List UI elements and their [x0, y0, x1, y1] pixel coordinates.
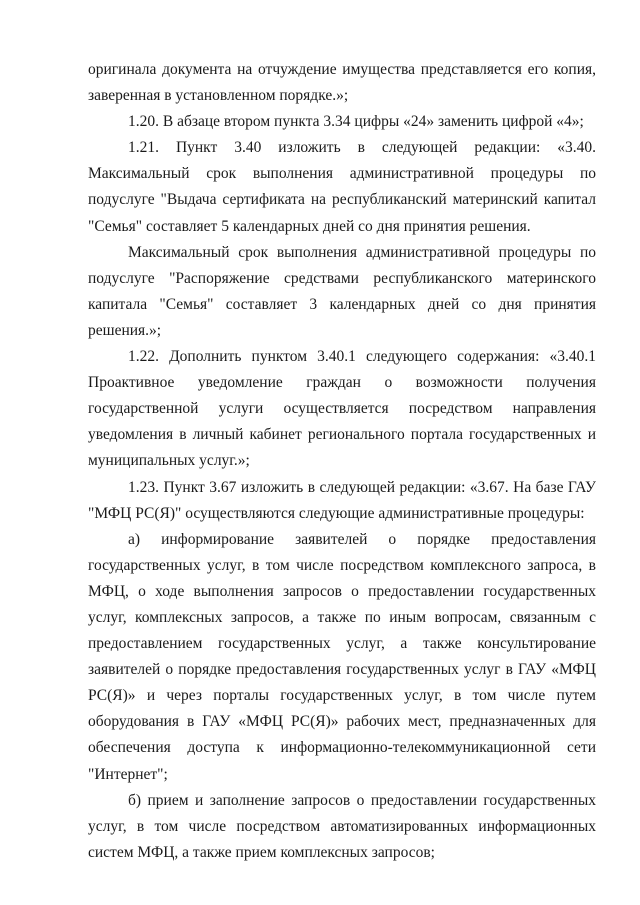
paragraph-item-a: а) информирование заявителей о порядке предоставления государственных услуг, в том числе посредством комплексного запроса, в МФЦ, о ходе выполнения запросов о предоставлении государственных услуг, комплексных запросов, а также по иным вопросам, связанным с предоставлением государственных услуг, а также консультирование заявителей о порядке предоставления государственных услуг в ГАУ «МФЦ РС(Я)» и через порталы государственных услуг, в том числе путем оборудования в ГАУ «МФЦ РС(Я)» рабочих мест, предназначенных для обеспечения доступа к информационно-телекоммуникационной сети "Интернет"; — [88, 530, 596, 783]
paragraph-item-b: б) прием и заполнение запросов о предоставлении государственных услуг, в том числе посредством автоматизированных информационных систем МФЦ, а также прием комплексных запросов; — [88, 791, 596, 861]
paragraph-1-21: 1.21. Пункт 3.40 изложить в следующей редакции: «3.40. Максимальный срок выполнения административной процедуры по подуслуге "Выдача сертификата на республиканский материнский капитал "Семья" составляет 5 календарных дней со дня принятия решения. — [88, 139, 596, 235]
paragraph-continuation: оригинала документа на отчуждение имущества представляется его копия, заверенная в установленном порядке.»; — [88, 61, 596, 105]
document-body — [88, 57, 596, 866]
paragraph-max-term: Максимальный срок выполнения административной процедуры по подуслуге "Распоряжение средствами республиканского материнского капитала "Семья" составляет 3 календарных дней со дня принятия решения.»; — [88, 243, 596, 339]
paragraph-1-23: 1.23. Пункт 3.67 изложить в следующей редакции: «3.67. На базе ГАУ "МФЦ РС(Я)" осуществляются следующие административные процедуры: — [88, 478, 596, 522]
paragraph-1-20: 1.20. В абзаце втором пункта 3.34 цифры «24» заменить цифрой «4»; — [128, 113, 584, 131]
paragraph-1-22: 1.22. Дополнить пунктом 3.40.1 следующего содержания: «3.40.1 Проактивное уведомление граждан о возможности получения государственной услуги осуществляется посредством направления уведомления в личный кабинет регионального портала государственных и муниципальных услуг.»; — [88, 348, 596, 470]
